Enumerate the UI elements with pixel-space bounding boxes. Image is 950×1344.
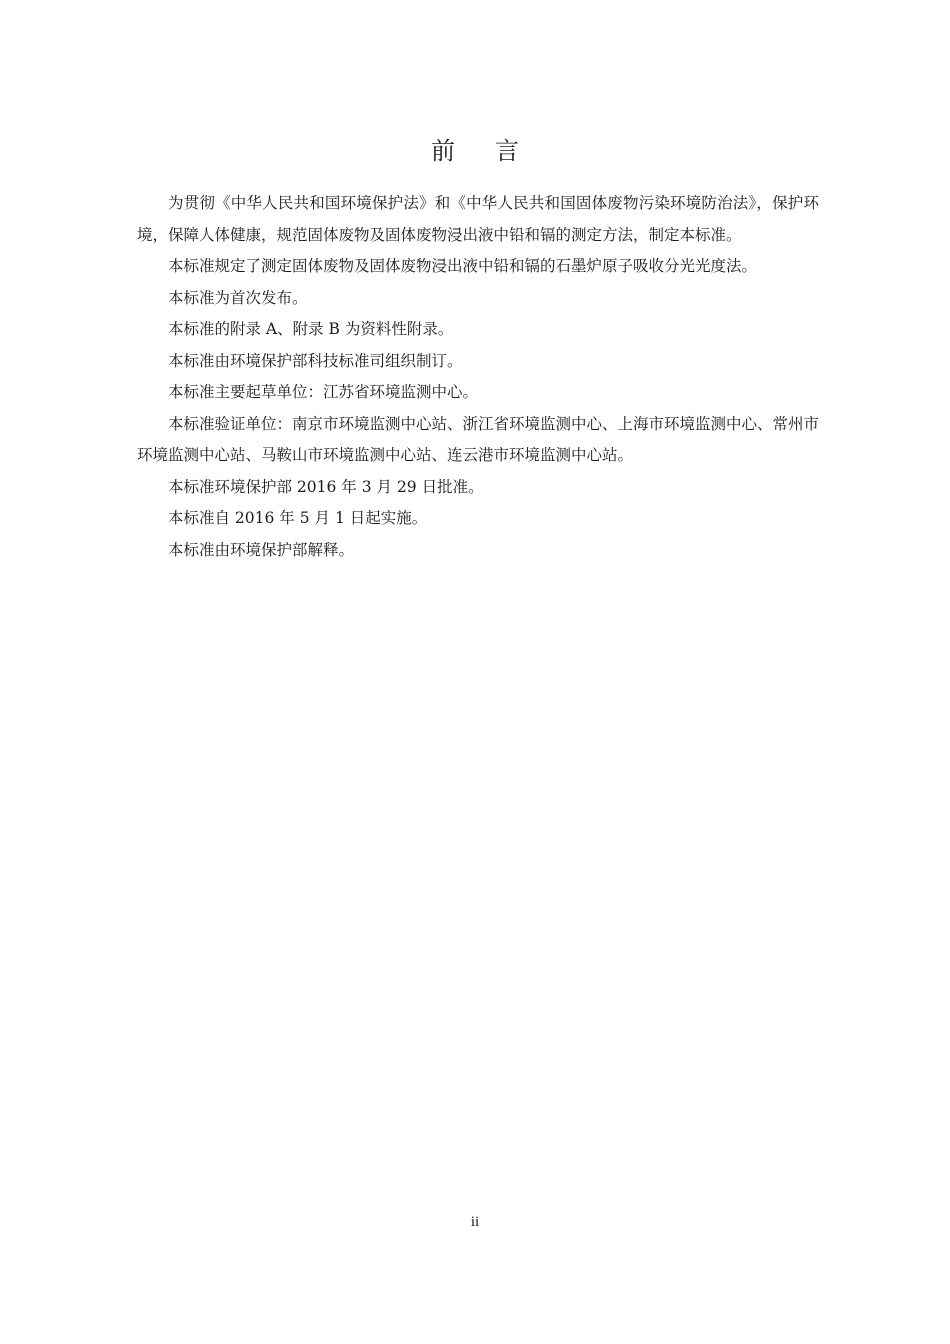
paragraph-interpretation: 本标准由环境保护部解释。 bbox=[168, 540, 355, 559]
paragraph-organizer: 本标准由环境保护部科技标准司组织制订。 bbox=[168, 351, 463, 370]
paragraph-purpose: 为贯彻《中华人民共和国环境保护法》和《中华人民共和国固体废物污染环境防治法》，保护环境，保障人体健康，规范固体废物及固体废物浸出液中铅和镉的测定方法，制定本标准。 bbox=[137, 194, 819, 244]
paragraph-approval-date: 本标准环境保护部 2016 年 3 月 29 日批准。 bbox=[168, 477, 484, 496]
paragraph-scope: 本标准规定了测定固体废物及固体废物浸出液中铅和镉的石墨炉原子吸收分光光度法。 bbox=[168, 257, 758, 275]
paragraph-drafting-unit: 本标准主要起草单位：江苏省环境监测中心。 bbox=[168, 383, 479, 401]
paragraph-appendix: 本标准的附录 A、附录 B 为资料性附录。 bbox=[168, 320, 454, 338]
page-number: ii bbox=[470, 1214, 480, 1230]
preface-body bbox=[137, 188, 819, 566]
paragraph-verification-units: 本标准验证单位：南京市环境监测中心站、浙江省环境监测中心、上海市环境监测中心、常州市环境监测中心站、马鞍山市环境监测中心站、连云港市环境监测中心站。 bbox=[137, 414, 820, 464]
page-title: 前言 bbox=[431, 137, 559, 165]
paragraph-effective-date: 本标准自 2016 年 5 月 1 日起实施。 bbox=[168, 509, 428, 527]
paragraph-first-release: 本标准为首次发布。 bbox=[168, 288, 308, 307]
